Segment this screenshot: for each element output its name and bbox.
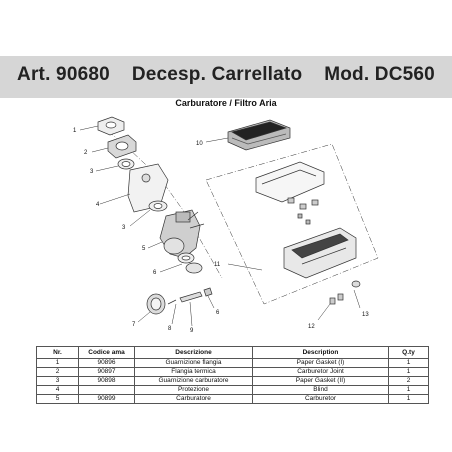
callout-4: 4 (96, 202, 100, 208)
callout-3: 3 (90, 169, 94, 175)
table-row (37, 377, 429, 386)
cell-descrizione: Guarnizione carburatore (135, 377, 253, 386)
table-row (37, 386, 429, 395)
callout-10: 10 (196, 141, 203, 147)
col-header-code: Codice ama (79, 347, 135, 359)
cell-code: 90898 (79, 377, 135, 386)
table-row (37, 359, 429, 368)
cell-description: Carburetor (253, 395, 389, 404)
exploded-diagram (0, 108, 452, 340)
cell-qty: 1 (389, 395, 429, 404)
col-header-qty: Q.ty (389, 347, 429, 359)
part-gasket-carburetor-upper (118, 159, 134, 169)
callout-6b: 6 (216, 310, 220, 316)
col-header-descrizione: Descrizione (135, 347, 253, 359)
part-knob (147, 294, 165, 314)
table-row (37, 368, 429, 377)
part-gasket-6a (178, 253, 194, 263)
cell-descrizione: Guarnizione flangia (135, 359, 253, 368)
part-gasket-flange (98, 117, 124, 135)
cell-code (79, 386, 135, 395)
part-thermal-flange (108, 135, 136, 158)
callout-9: 9 (190, 328, 194, 334)
cell-code: 90896 (79, 359, 135, 368)
cell-qty: 1 (389, 368, 429, 377)
callout-3b: 3 (122, 225, 126, 231)
section-subtitle: Carburatore / Filtro Aria (175, 98, 277, 108)
cell-code: 90899 (79, 395, 135, 404)
part-cover-screws (288, 198, 318, 224)
cell-nr: 5 (37, 395, 79, 404)
cell-descrizione: Flangia termica (135, 368, 253, 377)
callout-12: 12 (308, 324, 315, 330)
callout-13: 13 (362, 312, 369, 318)
callout-2: 2 (84, 150, 88, 156)
table-row (37, 395, 429, 404)
cell-nr: 4 (37, 386, 79, 395)
cell-qty: 2 (389, 377, 429, 386)
callout-8: 8 (168, 326, 172, 332)
callout-6: 6 (153, 270, 157, 276)
callout-11: 11 (214, 262, 221, 268)
parts-table (36, 346, 429, 404)
part-carburetor (160, 210, 204, 258)
cell-nr: 2 (37, 368, 79, 377)
cell-descrizione: Carburatore (135, 395, 253, 404)
part-fasteners (330, 281, 360, 304)
cell-nr: 1 (37, 359, 79, 368)
product-name: Decesp. Carrellato (131, 64, 303, 85)
col-header-description: Description (253, 347, 389, 359)
cell-description: Blind (253, 386, 389, 395)
callout-1: 1 (73, 128, 77, 134)
cell-qty: 1 (389, 359, 429, 368)
cell-description: Carburetor Joint (253, 368, 389, 377)
callout-5: 5 (142, 246, 146, 252)
table-header-row (37, 347, 429, 359)
cell-code: 90897 (79, 368, 135, 377)
part-gasket-carburetor-lower (149, 201, 167, 211)
part-linkage (168, 288, 212, 304)
callout-7: 7 (132, 322, 136, 328)
col-header-nr: Nr. (37, 347, 79, 359)
cell-description: Paper Gasket (II) (253, 377, 389, 386)
cell-qty: 1 (389, 386, 429, 395)
cell-description: Paper Gasket (I) (253, 359, 389, 368)
part-filter-base (284, 228, 356, 278)
model-number: Mod. DC560 (324, 64, 435, 85)
part-filter-cover (256, 162, 324, 202)
part-gasket-6b (186, 263, 202, 273)
cell-descrizione: Protezione (135, 386, 253, 395)
page-title (0, 64, 452, 86)
cell-nr: 3 (37, 377, 79, 386)
article-number: Art. 90680 (17, 64, 110, 85)
part-air-filter (228, 120, 290, 150)
